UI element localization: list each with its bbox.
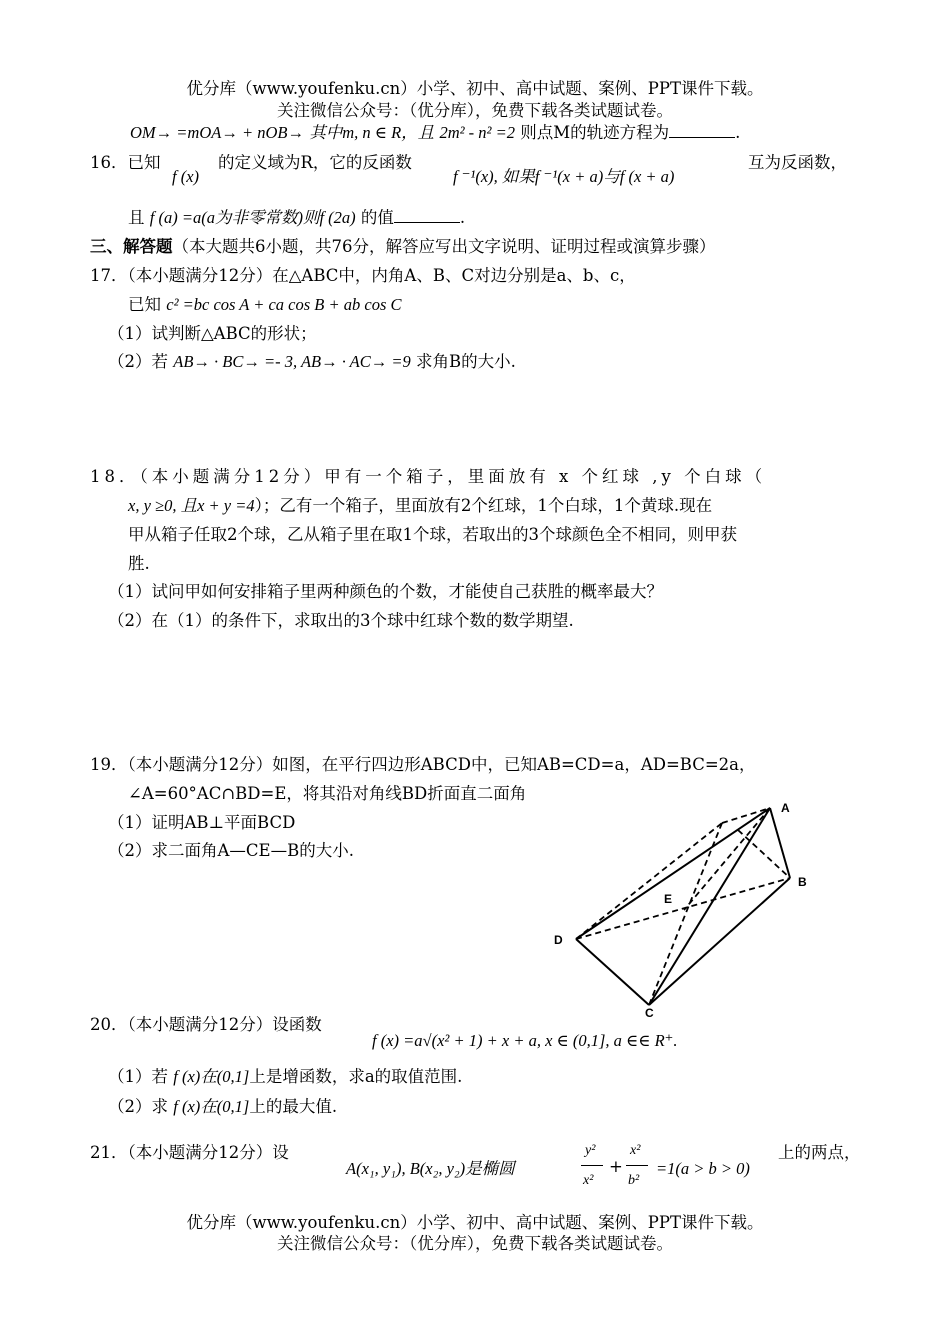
dashed-edge-a-e	[684, 808, 770, 910]
problem-21-tail: 上的两点，	[778, 1143, 861, 1162]
question-text: 则点M的轨迹方程为	[520, 123, 670, 142]
section-title: 三、解答题	[90, 237, 173, 256]
section-3-heading	[90, 236, 716, 258]
q1-question: 上是增函数，求a的取值范围.	[249, 1067, 463, 1086]
problem-18-line-4: 胜.	[128, 554, 150, 573]
problem-21-points: A(x₁, y₁), B(x₂, y₂)是椭圆	[346, 1159, 515, 1178]
edge-ac	[649, 808, 770, 1005]
problem-20-q2	[108, 1096, 337, 1118]
header-line-2: 关注微信公众号：（优分库），免费下载各类试题试卷。	[277, 101, 673, 120]
q2-prefix: （2）若	[108, 352, 168, 371]
tetrahedron-figure	[548, 798, 818, 1020]
answer-blank	[669, 123, 735, 138]
footer-line-2: 关注微信公众号：（优分库），免费下载各类试题试卷。	[277, 1234, 673, 1253]
q2-question: 上的最大值.	[249, 1097, 338, 1116]
footer-line-1: 优分库（www.youfenku.cn）小学、初中、高中试题、案例、PPT课件下载。	[186, 1213, 764, 1232]
problem-16-text-1: 的定义域为R，它的反函数	[218, 153, 412, 172]
problem-19-q1: （1）证明AB⊥平面BCD	[108, 813, 296, 832]
ball-condition: x, y ≥0, 且x + y =4	[128, 496, 255, 515]
fraction-1-denominator: x²	[583, 1173, 594, 1188]
q1-prefix: （1）若	[108, 1067, 168, 1086]
label-c: C	[645, 1006, 654, 1020]
problem-16-inverse: f ⁻¹(x), 如果f ⁻¹(x + a)与f (x + a)	[453, 167, 675, 186]
problem-16-number: 16．已知	[90, 153, 161, 172]
problem-19-line-1: 19．（本小题满分12分）如图，在平行四边形ABCD中，已知AB=CD=a，AD=BC=2a，	[90, 755, 756, 774]
problem-18-line-1: 18．（本小题满分12分）甲有一个箱子，里面放有 x 个红球 ,y 个白球（	[90, 467, 767, 486]
q2-prefix: （2）求	[108, 1097, 168, 1116]
label-d: D	[554, 933, 563, 947]
fraction-2-bar	[626, 1165, 648, 1166]
diagonal-db	[576, 878, 790, 939]
problem-18-q2: （2）在（1）的条件下，求取出的3个球中红球个数的数学期望.	[108, 611, 574, 630]
problem-18-q1: （1）试问甲如何安排箱子里两种颜色的个数，才能使自己获胜的概率最大？	[108, 582, 663, 601]
problem-20-q1	[108, 1066, 462, 1088]
section-description: （本大题共6小题，共76分，解答应写出文字说明、证明过程或演算步骤）	[172, 237, 716, 256]
answer-blank	[394, 208, 460, 223]
q2-interval: f (x)在(0,1]	[173, 1097, 250, 1116]
problem-18-text: ）；乙有一个箱子，里面放有2个红球，1个白球，1个黄球.现在	[254, 496, 713, 515]
problem-20-function: f (x) =a√(x² + 1) + x + a, x ∈ (0,1], a ∈∈ R⁺.	[372, 1031, 678, 1050]
edge-dc	[576, 939, 649, 1005]
fraction-2-denominator: b²	[628, 1173, 640, 1188]
header-line-1: 优分库（www.youfenku.cn）小学、初中、高中试题、案例、PPT课件下载。	[186, 79, 764, 98]
problem-16-line-2	[128, 207, 465, 229]
given-equation: c² =bc cos A + ca cos B + ab cos C	[166, 295, 402, 314]
fraction-1-bar	[581, 1165, 603, 1166]
problem-16-fx: f (x)	[172, 167, 200, 186]
problem-16-value: 的值	[360, 208, 394, 227]
label-a: A	[781, 801, 790, 815]
dot-product-condition: AB→ · BC→ =- 3, AB→ · AC→ =9	[173, 352, 411, 371]
problem-15-tail	[130, 122, 740, 144]
dashed-edge-top-c	[649, 823, 722, 1005]
condition-text: 其中m, n ∈ R，且	[309, 123, 435, 142]
problem-16-and: 且	[128, 208, 145, 227]
problem-19-q2: （2）求二面角A—CE—B的大小.	[108, 841, 354, 860]
q2-question: 求角B的大小.	[416, 352, 516, 371]
problem-18-line-3: 甲从箱子任取2个球，乙从箱子里在取1个球，若取出的3个球颜色全不相同，则甲获	[128, 525, 737, 544]
vector-equation: OM→ =mOA→ + nOB→	[130, 123, 304, 142]
edge-ab	[770, 808, 790, 878]
problem-17-q2	[108, 351, 516, 373]
problem-16-condition: f (a) =a(a为非零常数)则f (2a)	[149, 208, 356, 227]
problem-18-line-2	[128, 495, 712, 517]
label-b: B	[798, 875, 807, 889]
edge-da	[576, 808, 770, 939]
problem-17-q1: （1）试判断△ABC的形状；	[108, 324, 317, 343]
plus-sign: +	[609, 1157, 623, 1176]
problem-16-text-2: 互为反函数，	[748, 153, 847, 172]
problem-21-number: 21．（本小题满分12分）设	[90, 1143, 289, 1162]
problem-19-line-2: ∠A=60°AC∩BD=E，将其沿对角线BD折面直二面角	[128, 784, 527, 803]
given-label: 已知	[128, 295, 161, 314]
constraint-equation: 2m² - n² =2	[439, 123, 516, 142]
problem-17-line-1: 17．（本小题满分12分）在△ABC中，内角A、B、C对边分别是a、b、c，	[90, 266, 636, 285]
ellipse-condition: =1(a > b > 0)	[656, 1159, 750, 1178]
fraction-2-numerator: x²	[630, 1143, 641, 1158]
problem-20-number: 20．（本小题满分12分）设函数	[90, 1015, 322, 1034]
label-e: E	[664, 892, 673, 906]
problem-17-line-2	[128, 294, 402, 316]
q1-interval: f (x)在(0,1]	[173, 1067, 250, 1086]
fraction-1-numerator: y²	[585, 1143, 596, 1158]
period: .	[459, 208, 466, 227]
period: .	[735, 123, 741, 142]
